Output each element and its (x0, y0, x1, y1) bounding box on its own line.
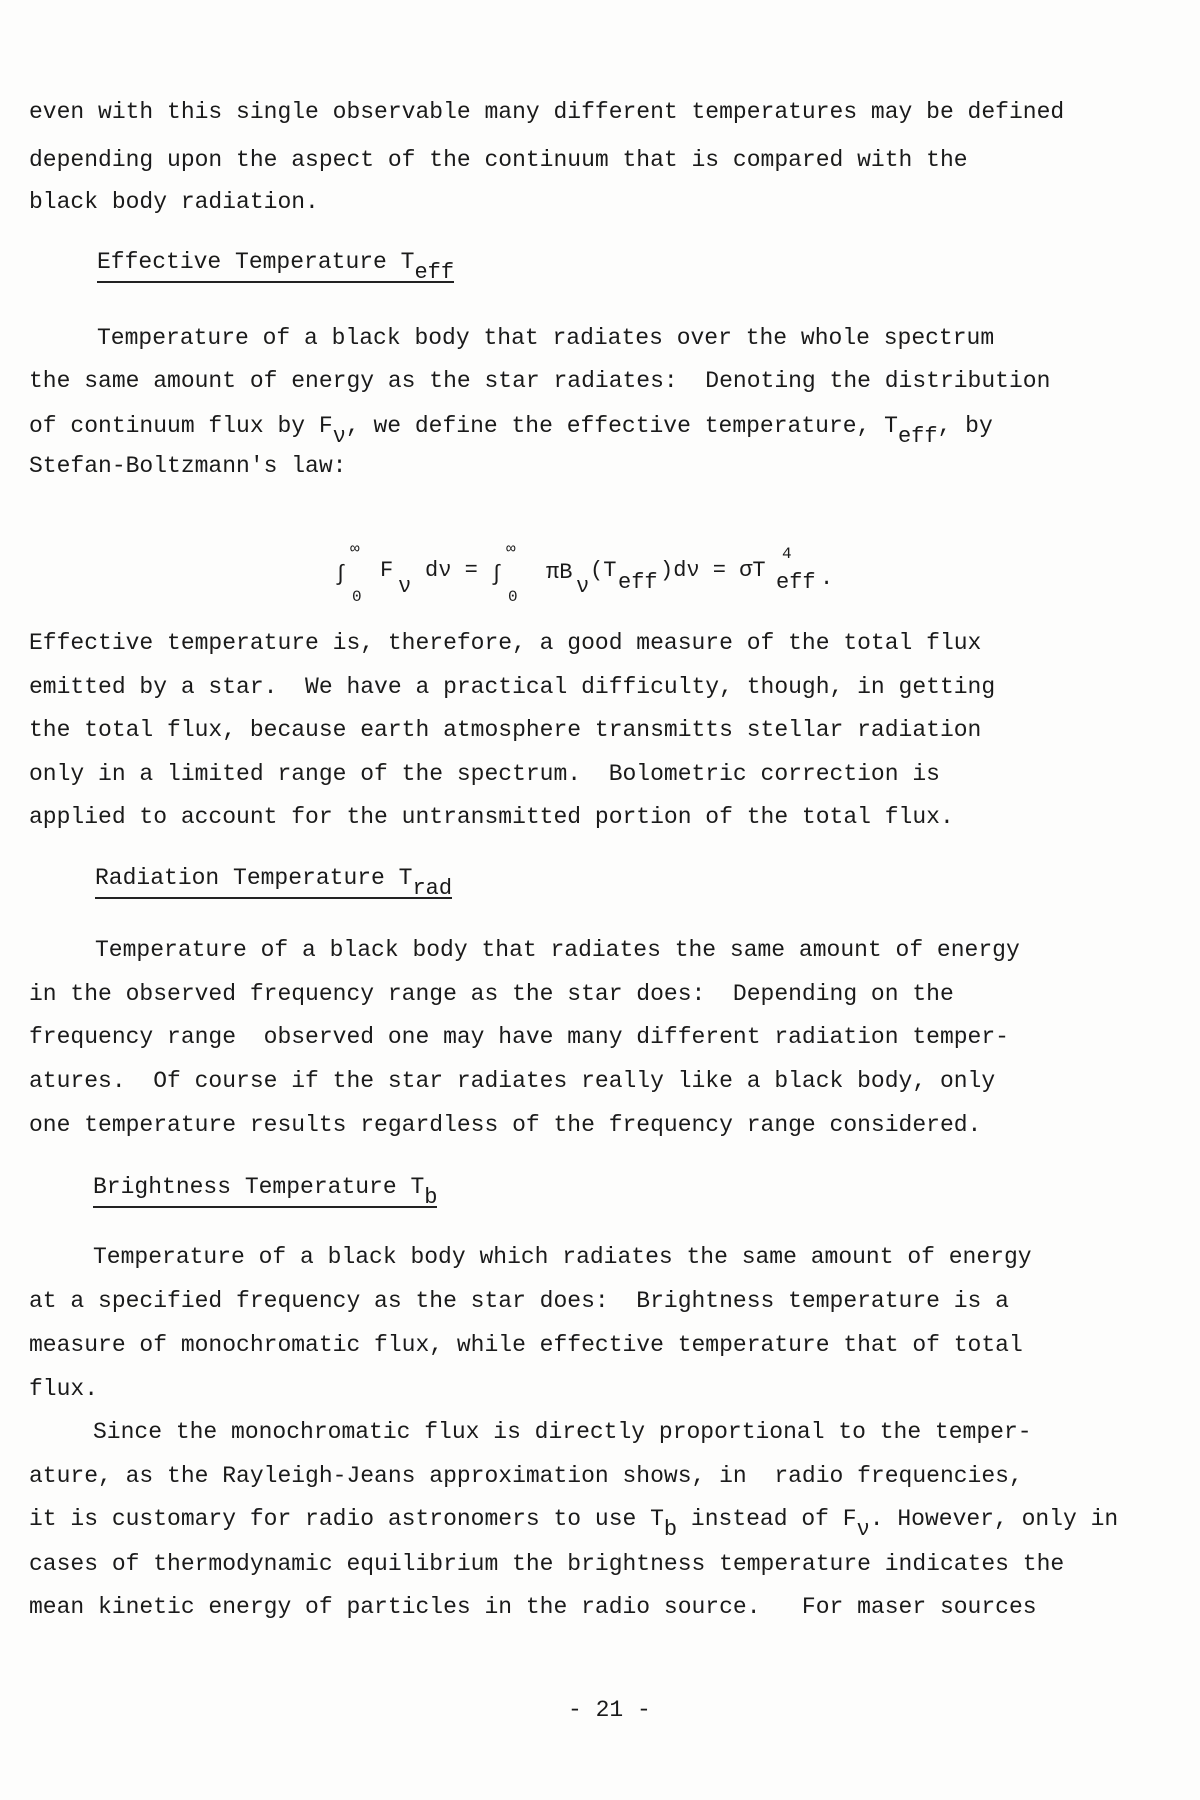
text-line (29, 1461, 1023, 1491)
text-segment: emitted by a star. We have a practical difficulty, though, in getting (29, 674, 996, 700)
text-segment: cases of thermodynamic equilibrium the brightness temperature indicates the (29, 1551, 1065, 1577)
eff-subscript: eff (776, 570, 816, 595)
text-segment: even with this single observable many different temperatures may be defined (29, 99, 1065, 125)
text-line (29, 1549, 1064, 1579)
text-line (29, 451, 346, 481)
text-segment: , we define the effective temperature, T (345, 413, 898, 439)
text-line (29, 672, 995, 702)
stefan-boltzmann-equation (0, 540, 1200, 620)
equation-term: dν = (425, 558, 478, 583)
text-segment: flux. (29, 1376, 99, 1402)
text-segment: Temperature of a black body that radiates over the whole spectrum (97, 325, 995, 351)
text-segment: of continuum flux by F (29, 413, 333, 439)
text-segment: at a specified frequency as the star does: Brightness temperature is a (29, 1288, 1009, 1314)
upper-limit: ∞ (506, 540, 516, 558)
text-segment: mean kinetic energy of particles in the radio source. For maser sources (29, 1594, 1037, 1620)
nu-subscript: ν (576, 574, 590, 599)
text-line (29, 802, 954, 832)
section-heading (97, 247, 454, 283)
text-segment: , by (937, 413, 993, 439)
text-segment: applied to account for the untransmitted portion of the total flux. (29, 804, 954, 830)
flux-symbol: F (380, 558, 394, 583)
text-segment: . However, only in (869, 1506, 1119, 1532)
subscript: eff (414, 260, 455, 285)
text-segment: the same amount of energy as the star radiates: Denoting the distribution (29, 368, 1051, 394)
text-segment: only in a limited range of the spectrum. Bolometric correction is (29, 761, 940, 787)
text-line (29, 1110, 981, 1140)
text-segment: frequency range observed one may have many different radiation temper- (29, 1024, 1009, 1050)
text-line (29, 1022, 1009, 1052)
lower-limit: 0 (352, 588, 362, 606)
integral-sign: ∫ (490, 562, 504, 587)
text-line (29, 1592, 1037, 1622)
text-segment: Effective temperature is, therefore, a good measure of the total flux (29, 630, 982, 656)
text-line (29, 187, 319, 217)
subscript: eff (897, 424, 938, 449)
text-line (29, 1286, 1009, 1316)
text-line (29, 715, 981, 745)
text-line (93, 1242, 1032, 1272)
text-segment: it is customary for radio astronomers to use T (29, 1506, 664, 1532)
text-line (97, 323, 994, 353)
text-segment: Stefan-Boltzmann's law: (29, 453, 347, 479)
text-segment: depending upon the aspect of the continuum that is compared with the (29, 147, 968, 173)
text-segment: atures. Of course if the star radiates really like a black body, only (29, 1068, 996, 1094)
text-line (29, 1374, 98, 1404)
nu-subscript: ν (398, 574, 412, 599)
equation-term: (T (590, 558, 617, 583)
subscript: ν (856, 1517, 870, 1542)
text-segment: the total flux, because earth atmosphere transmitts stellar radiation (29, 717, 982, 743)
text-line (29, 97, 1064, 127)
text-segment: one temperature results regardless of the frequency range considered. (29, 1112, 982, 1138)
text-segment: black body radiation. (29, 189, 319, 215)
subscript: b (663, 1517, 678, 1542)
text-line (29, 1504, 1119, 1542)
equation-term: )dν = σT (660, 558, 766, 583)
text-line (93, 1417, 1032, 1447)
equation-term: . (820, 566, 834, 591)
text-segment: ature, as the Rayleigh-Jeans approximation shows, in radio frequencies, (29, 1463, 1023, 1489)
eff-subscript: eff (618, 570, 658, 595)
text-segment: measure of monochromatic flux, while effective temperature that of total (29, 1332, 1023, 1358)
text-segment: Temperature of a black body that radiates the same amount of energy (95, 937, 1020, 963)
integral-sign: ∫ (334, 562, 348, 587)
text-line (29, 411, 993, 449)
page-number: - 21 - (568, 1697, 651, 1723)
text-line (29, 1066, 995, 1096)
subscript: b (424, 1185, 438, 1210)
section-heading (95, 863, 452, 899)
text-segment: Since the monochromatic flux is directly proportional to the temper- (93, 1419, 1032, 1445)
text-line (29, 979, 954, 1009)
upper-limit: ∞ (350, 540, 360, 558)
text-line (95, 935, 1020, 965)
text-segment: Temperature of a black body which radiates the same amount of energy (93, 1244, 1032, 1270)
text-segment: Radiation Temperature T (95, 865, 413, 891)
text-segment: Brightness Temperature T (93, 1174, 425, 1200)
section-heading (93, 1172, 437, 1208)
text-line (29, 628, 981, 658)
exponent: 4 (782, 545, 792, 563)
text-line (29, 145, 968, 175)
text-line (29, 366, 1050, 396)
equation-term: πB (546, 560, 573, 585)
subscript: ν (332, 424, 346, 449)
text-segment: Effective Temperature T (97, 249, 415, 275)
subscript: rad (412, 876, 453, 901)
text-segment: in the observed frequency range as the star does: Depending on the (29, 981, 954, 1007)
lower-limit: 0 (508, 588, 518, 606)
text-line (29, 759, 940, 789)
text-line (29, 1330, 1023, 1360)
text-segment: instead of F (677, 1506, 857, 1532)
